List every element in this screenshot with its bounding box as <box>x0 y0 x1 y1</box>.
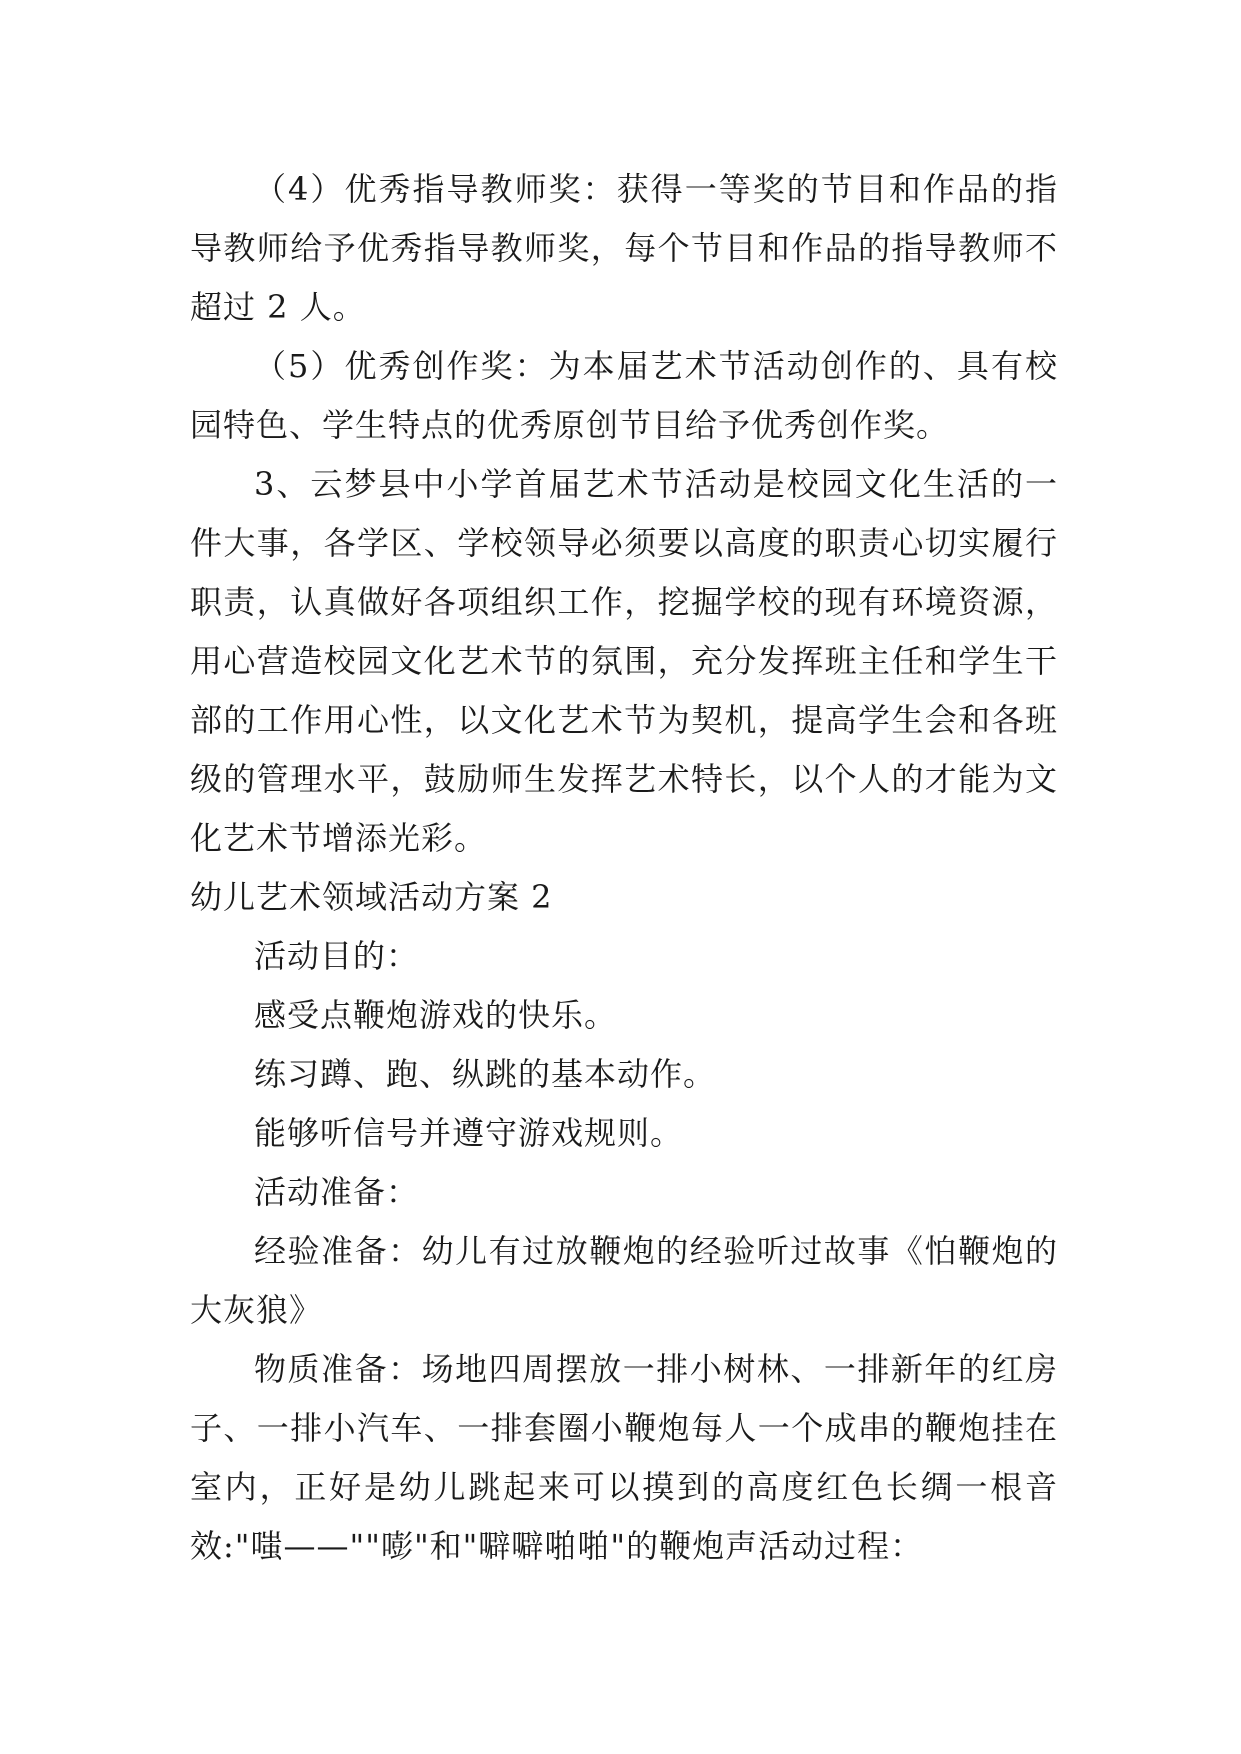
paragraph-experience-prep: 经验准备：幼儿有过放鞭炮的经验听过故事《怕鞭炮的大灰狼》 <box>190 1232 1058 1329</box>
paragraph-goal-1: 感受点鞭炮游戏的快乐。 <box>254 996 618 1034</box>
paragraph-preparation-label: 活动准备： <box>254 1173 420 1211</box>
paragraph-material-prep: 物质准备：场地四周摆放一排小树林、一排新年的红房子、一排小汽车、一排套圈小鞭炮每人一个成串的鞭炮挂在室内，正好是幼儿跳起来可以摸到的高度红色长绸一根音效:"嗤——""嘭"和"噼噼啪啪"的鞭炮声活动过程： <box>190 1350 1058 1565</box>
document-page <box>190 160 1058 1576</box>
section-heading: 幼儿艺术领域活动方案 2 <box>190 878 553 916</box>
paragraph-activity-goal-label: 活动目的： <box>254 937 420 975</box>
paragraph-goal-2: 练习蹲、跑、纵跳的基本动作。 <box>254 1055 717 1093</box>
paragraph-award-instructor: （4）优秀指导教师奖：获得一等奖的节目和作品的指导教师给予优秀指导教师奖，每个节目和作品的指导教师不超过 2 人。 <box>190 170 1058 326</box>
paragraph-goal-3: 能够听信号并遵守游戏规则。 <box>254 1114 684 1152</box>
paragraph-award-creation: （5）优秀创作奖：为本届艺术节活动创作的、具有校园特色、学生特点的优秀原创节目给予优秀创作奖。 <box>190 347 1058 444</box>
paragraph-festival-summary: 3、云梦县中小学首届艺术节活动是校园文化生活的一件大事，各学区、学校领导必须要以高度的职责心切实履行职责，认真做好各项组织工作，挖掘学校的现有环境资源，用心营造校园文化艺术节的氛围，充分发挥班主任和学生干部的工作用心性，以文化艺术节为契机，提高学生会和各班级的管理水平，鼓励师生发挥艺术特长，以个人的才能为文化艺术节增添光彩。 <box>190 465 1058 857</box>
